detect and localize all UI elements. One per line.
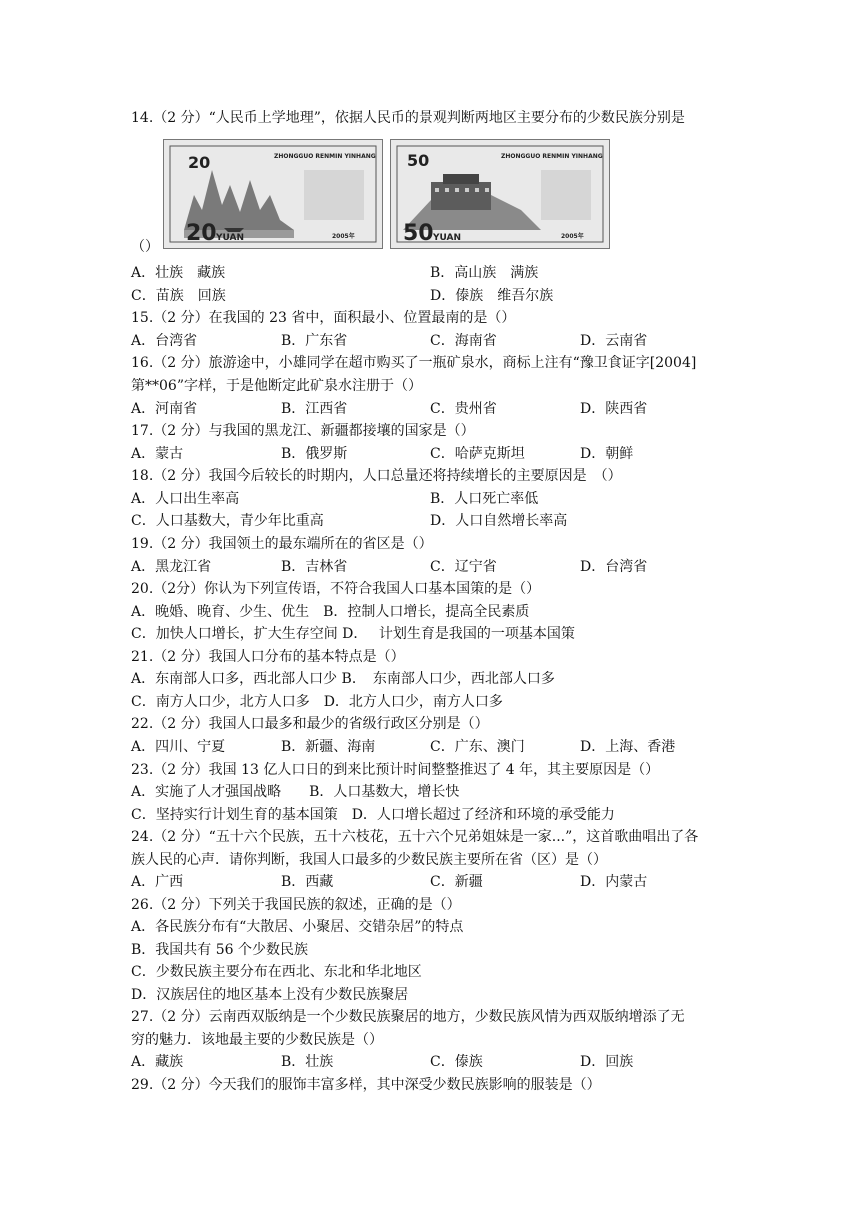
q18-option-c: C．人口基数大，青少年比重高 xyxy=(131,513,324,529)
q24-option-b: B．西藏 xyxy=(281,874,334,890)
q17-option-c: C．哈萨克斯坦 xyxy=(430,446,525,462)
question-14-stem: 14.（2 分）“人民币上学地理”，依据人民币的景观判断两地区主要分布的少数民族分别是 xyxy=(131,110,685,126)
q14-option-c: C．苗族 回族 xyxy=(131,288,226,304)
q14-option-a: A．壮族 藏族 xyxy=(131,265,226,281)
banknote-50-image xyxy=(390,139,610,249)
q19-option-c: C．辽宁省 xyxy=(430,559,497,575)
q14-option-d: D．傣族 维吾尔族 xyxy=(430,288,554,304)
question-15-stem: 15.（2 分）在我国的 23 省中，面积最小、位置最南的是（） xyxy=(131,310,516,326)
q23-options-line-1: A．实施了人才强国战略 B．人口基数大，增长快 xyxy=(131,784,460,800)
q22-option-c: C．广东、澳门 xyxy=(430,739,525,755)
question-24-stem: 24.（2 分）“五十六个民族，五十六枝花，五十六个兄弟姐妹是一家...”，这首歌曲唱出了各 xyxy=(131,829,699,845)
question-17-stem: 17.（2 分）与我国的黑龙江、新疆都接壤的国家是（） xyxy=(131,423,475,439)
q27-option-b: B．壮族 xyxy=(281,1054,334,1070)
question-23-stem: 23.（2 分）我国 13 亿人口日的到来比预计时间整整推迟了 4 年，其主要原因是（） xyxy=(131,762,660,778)
q16-option-c: C．贵州省 xyxy=(430,401,497,417)
banknote-20-yuan: YUAN xyxy=(216,233,245,243)
question-22-stem: 22.（2 分）我国人口最多和最少的省级行政区分别是（） xyxy=(131,716,489,732)
q19-option-b: B．吉林省 xyxy=(281,559,348,575)
banknote-20-header: ZHONGGUO RENMIN YINHANG xyxy=(274,153,376,160)
q17-option-d: D．朝鲜 xyxy=(580,446,634,462)
q26-option-c: C．少数民族主要分布在西北、东北和华北地区 xyxy=(131,964,422,980)
question-19-stem: 19.（2 分）我国领土的最东端所在的省区是（） xyxy=(131,536,433,552)
q15-option-b: B．广东省 xyxy=(281,333,348,349)
q23-options-line-2: C．坚持实行计划生育的基本国策 D．人口增长超过了经济和环境的承受能力 xyxy=(131,807,615,823)
banknote-20-value-top: 20 xyxy=(188,153,211,172)
q17-option-b: B．俄罗斯 xyxy=(281,446,348,462)
q16-option-b: B．江西省 xyxy=(281,401,348,417)
q21-options-line-2: C．南方人口少，北方人口多 D．北方人口少，南方人口多 xyxy=(131,694,503,710)
question-29-stem: 29.（2 分）今天我们的服饰丰富多样，其中深受少数民族影响的服装是（） xyxy=(131,1077,601,1093)
banknote-50-header: ZHONGGUO RENMIN YINHANG xyxy=(501,153,603,160)
q17-option-a: A．蒙古 xyxy=(131,446,184,462)
question-20-stem: 20.（2分）你认为下列宣传语，不符合我国人口基本国策的是（） xyxy=(131,581,541,597)
q15-option-a: A．台湾省 xyxy=(131,333,198,349)
q18-option-a: A．人口出生率高 xyxy=(131,491,240,507)
q16-option-a: A．河南省 xyxy=(131,401,198,417)
banknote-50-yuan: YUAN xyxy=(433,233,462,243)
banknote-20-year: 2005年 xyxy=(332,233,355,240)
q20-options-line-1: A．晚婚、晚育、少生、优生 B．控制人口增长，提高全民素质 xyxy=(131,604,530,620)
question-18-stem: 18.（2 分）我国今后较长的时期内，人口总量还将持续增长的主要原因是 （） xyxy=(131,468,622,484)
q26-option-b: B．我国共有 56 个少数民族 xyxy=(131,942,309,958)
question-26-stem: 26.（2 分）下列关于我国民族的叙述，正确的是（） xyxy=(131,897,461,913)
question-27-stem-2: 穷的魅力．该地最主要的少数民族是（） xyxy=(131,1032,383,1048)
q24-option-a: A．广西 xyxy=(131,874,184,890)
question-14-stem-tail: （） xyxy=(131,239,159,255)
question-16-stem-2: 第**06”字样，于是他断定此矿泉水注册于（） xyxy=(131,378,422,394)
q15-option-d: D．云南省 xyxy=(580,333,648,349)
banknote-20-value: 20 xyxy=(186,221,217,246)
q18-option-d: D．人口自然增长率高 xyxy=(430,513,568,529)
q14-option-b: B．高山族 满族 xyxy=(430,265,539,281)
q22-option-a: A．四川、宁夏 xyxy=(131,739,226,755)
banknote-50-year: 2005年 xyxy=(561,233,584,240)
banknote-50-value-top: 50 xyxy=(407,151,430,170)
q15-option-c: C．海南省 xyxy=(430,333,497,349)
q27-option-a: A．藏族 xyxy=(131,1054,184,1070)
q27-option-c: C．傣族 xyxy=(430,1054,483,1070)
q24-option-c: C．新疆 xyxy=(430,874,483,890)
q21-options-line-1: A．东南部人口多，西北部人口少 B． 东南部人口少，西北部人口多 xyxy=(131,671,555,687)
banknote-20-image xyxy=(163,139,383,249)
q24-option-d: D．内蒙古 xyxy=(580,874,648,890)
q26-option-a: A．各民族分布有“大散居、小聚居、交错杂居”的特点 xyxy=(131,919,464,935)
q22-option-d: D．上海、香港 xyxy=(580,739,676,755)
q22-option-b: B．新疆、海南 xyxy=(281,739,376,755)
q19-option-d: D．台湾省 xyxy=(580,559,648,575)
q16-option-d: D．陕西省 xyxy=(580,401,648,417)
question-21-stem: 21.（2 分）我国人口分布的基本特点是（） xyxy=(131,649,405,665)
q18-option-b: B．人口死亡率低 xyxy=(430,491,539,507)
question-16-stem: 16.（2 分）旅游途中，小雄同学在超市购买了一瓶矿泉水，商标上注有“豫卫食证字[2004] xyxy=(131,355,697,371)
question-27-stem: 27.（2 分）云南西双版纳是一个少数民族聚居的地方，少数民族风情为西双版纳增添了无 xyxy=(131,1009,685,1025)
question-24-stem-2: 族人民的心声．请你判断，我国人口最多的少数民族主要所在省（区）是（） xyxy=(131,852,607,868)
q19-option-a: A．黑龙江省 xyxy=(131,559,212,575)
banknote-50-value: 50 xyxy=(403,221,434,246)
q26-option-d: D．汉族居住的地区基本上没有少数民族聚居 xyxy=(131,987,409,1003)
q27-option-d: D．回族 xyxy=(580,1054,634,1070)
q20-options-line-2: C．加快人口增长，扩大生存空间 D． 计划生育是我国的一项基本国策 xyxy=(131,626,575,642)
